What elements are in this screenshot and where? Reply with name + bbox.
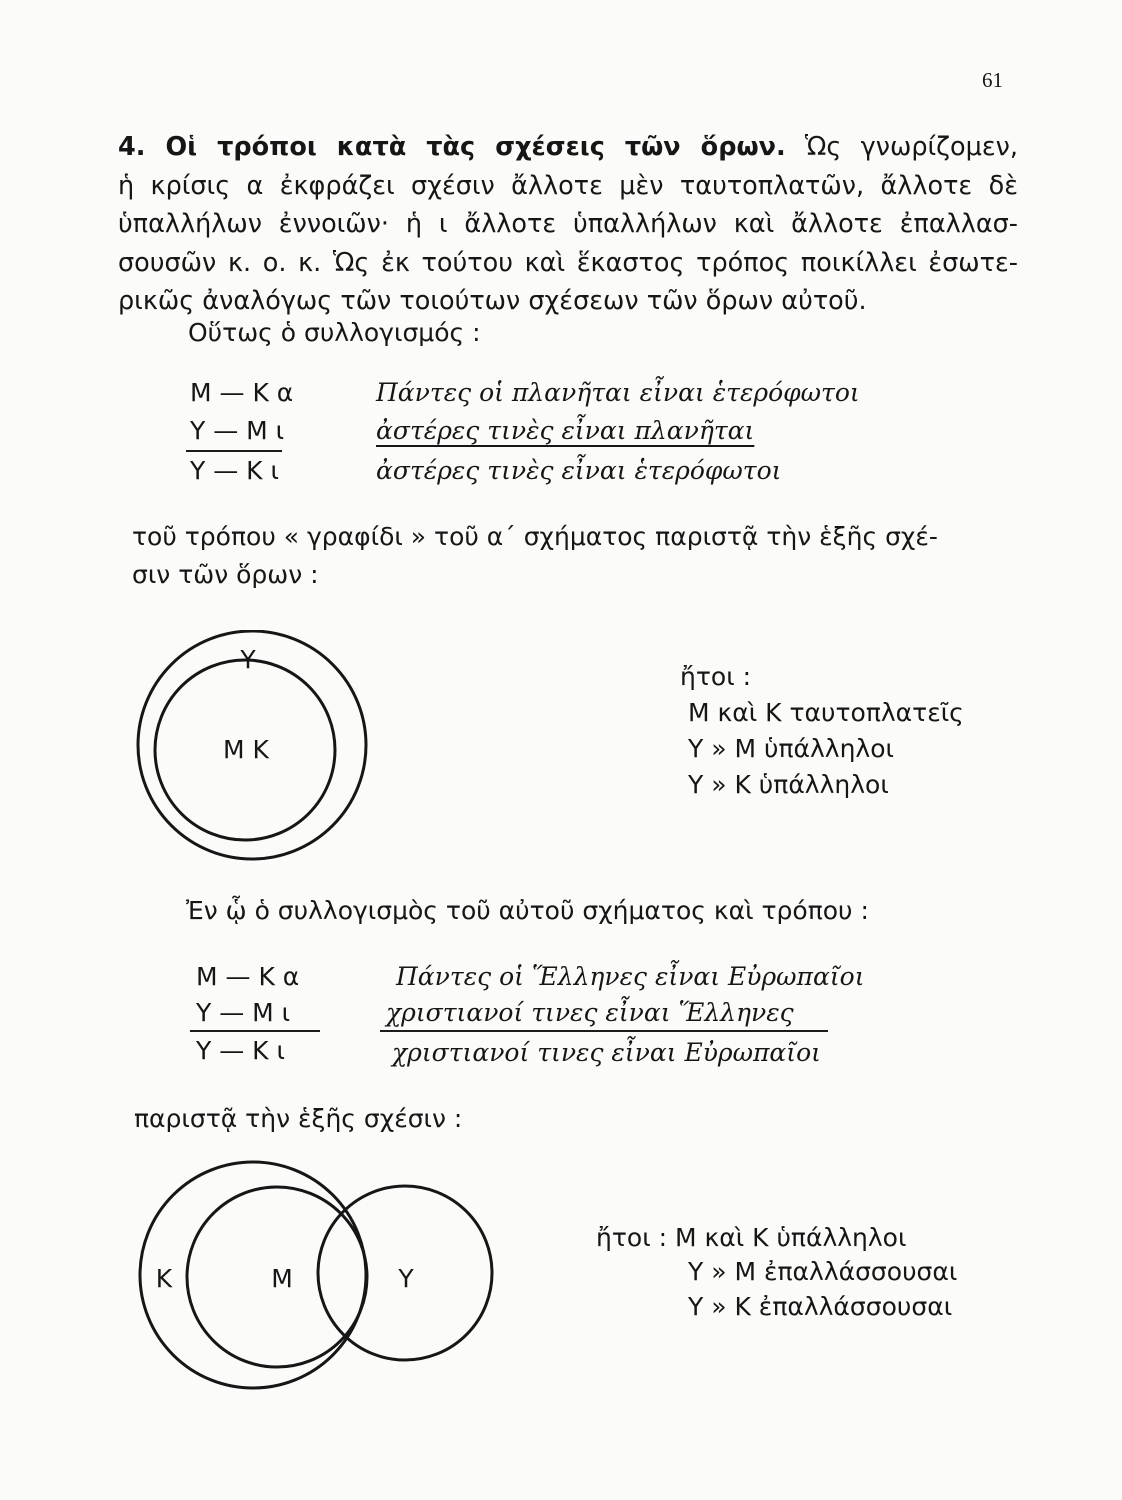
diagram2-venn — [120, 1160, 500, 1390]
page-number: 61 — [982, 68, 1003, 92]
syllogism1-major-label: Μ — Κ α — [190, 378, 294, 407]
syllogism1-description-line-2: σιν τῶν ὅρων : — [132, 560, 319, 589]
syllogism2-major-label: Μ — Κ α — [196, 962, 300, 991]
diagram1-relation-3: Υ » Κ ὑπάλληλοι — [688, 770, 889, 799]
syllogism-intro: Οὕτως ὁ συλλογισμός : — [188, 318, 481, 347]
diagram1-relation-1: Μ καὶ Κ ταυτοπλατεῖς — [688, 698, 964, 727]
syllogism2-description: παριστᾷ τὴν ἑξῆς σχέσιν : — [134, 1104, 463, 1133]
diagram2-outer-label: Κ — [155, 1264, 173, 1293]
syllogism2-intro: Ἐν ᾧ ὁ συλλογισμὸς τοῦ αὐτοῦ σχήματος καὶ τρόπου : — [186, 896, 869, 925]
syllogism1-minor-text: ἀστέρες τινὲς εἶναι πλανῆται — [376, 416, 755, 445]
syllogism2-label-rule — [190, 1030, 320, 1032]
syllogism2-conclusion-label: Υ — Κ ι — [196, 1036, 285, 1065]
syllogism1-major-text: Πάντες οἱ πλανῆται εἶναι ἑτερόφωτοι — [376, 378, 860, 407]
diagram1-relation-2: Υ » Μ ὑπάλληλοι — [688, 734, 894, 763]
diagram1-relation-intro: ἤτοι : — [680, 662, 752, 691]
syllogism1-conclusion-text: ἀστέρες τινὲς εἶναι ἑτερόφωτοι — [376, 456, 782, 485]
syllogism2-text-rule — [380, 1030, 828, 1032]
paragraph-line-4: σουσῶν κ. ο. κ. Ὡς ἐκ τούτου καὶ ἕκαστος τρόπος ποικίλλει ἐσωτε- — [118, 247, 1018, 278]
diagram2-overlap-label: Υ — [398, 1264, 414, 1293]
diagram1-outer-label: Υ — [240, 645, 256, 674]
paragraph-line-2: ἡ κρίσις α ἐκφράζει σχέσιν ἄλλοτε μὲν ταυτοπλατῶν, ἄλλοτε δὲ — [118, 170, 1018, 201]
syllogism1-minor-label: Υ — Μ ι — [190, 416, 285, 445]
syllogism2-minor-text: χριστιανοί τινες εἶναι Ἕλληνες — [386, 998, 794, 1027]
syllogism1-label-rule — [186, 450, 282, 452]
paragraph-line-3: ὑπαλλήλων ἐννοιῶν· ἡ ι ἄλλοτε ὑπαλλήλων καὶ ἄλλοτε ἐπαλλασ- — [118, 209, 1018, 239]
section-paragraph — [118, 128, 1018, 321]
diagram2-middle-label: Μ — [271, 1264, 293, 1293]
syllogism1-conclusion-label: Υ — Κ ι — [190, 456, 279, 485]
diagram2-relation-1: ἤτοι : Μ καὶ Κ ὑπάλληλοι — [596, 1223, 907, 1252]
diagram2-outer-circle — [140, 1162, 366, 1388]
section-heading: 4. Οἱ τρόποι κατὰ τὰς σχέσεις τῶν ὅρων. — [118, 132, 786, 162]
paragraph-line-1-text: Ὡς γνωρίζομεν, — [785, 132, 1018, 162]
diagram1-inner-label: Μ Κ — [223, 735, 269, 764]
paragraph-line-5: ρικῶς ἀναλόγως τῶν τοιούτων σχέσεων τῶν ὅρων αὐτοῦ. — [118, 286, 867, 316]
syllogism2-minor-label: Υ — Μ ι — [196, 998, 291, 1027]
syllogism2-conclusion-text: χριστιανοί τινες εἶναι Εὐρωπαῖοι — [392, 1038, 821, 1067]
paragraph-line-1 — [118, 128, 1018, 167]
syllogism2-major-text: Πάντες οἱ Ἕλληνες εἶναι Εὐρωπαῖοι — [396, 962, 865, 991]
diagram2-relation-2: Υ » Μ ἐπαλλάσσουσαι — [688, 1257, 958, 1286]
diagram1-venn — [120, 630, 390, 870]
syllogism1-description-line-1: τοῦ τρόπου « γραφίδι » τοῦ α΄ σχήματος παριστᾷ τὴν ἑξῆς σχέ- — [132, 522, 938, 551]
diagram2-relation-3: Υ » Κ ἐπαλλάσσουσαι — [688, 1292, 953, 1321]
